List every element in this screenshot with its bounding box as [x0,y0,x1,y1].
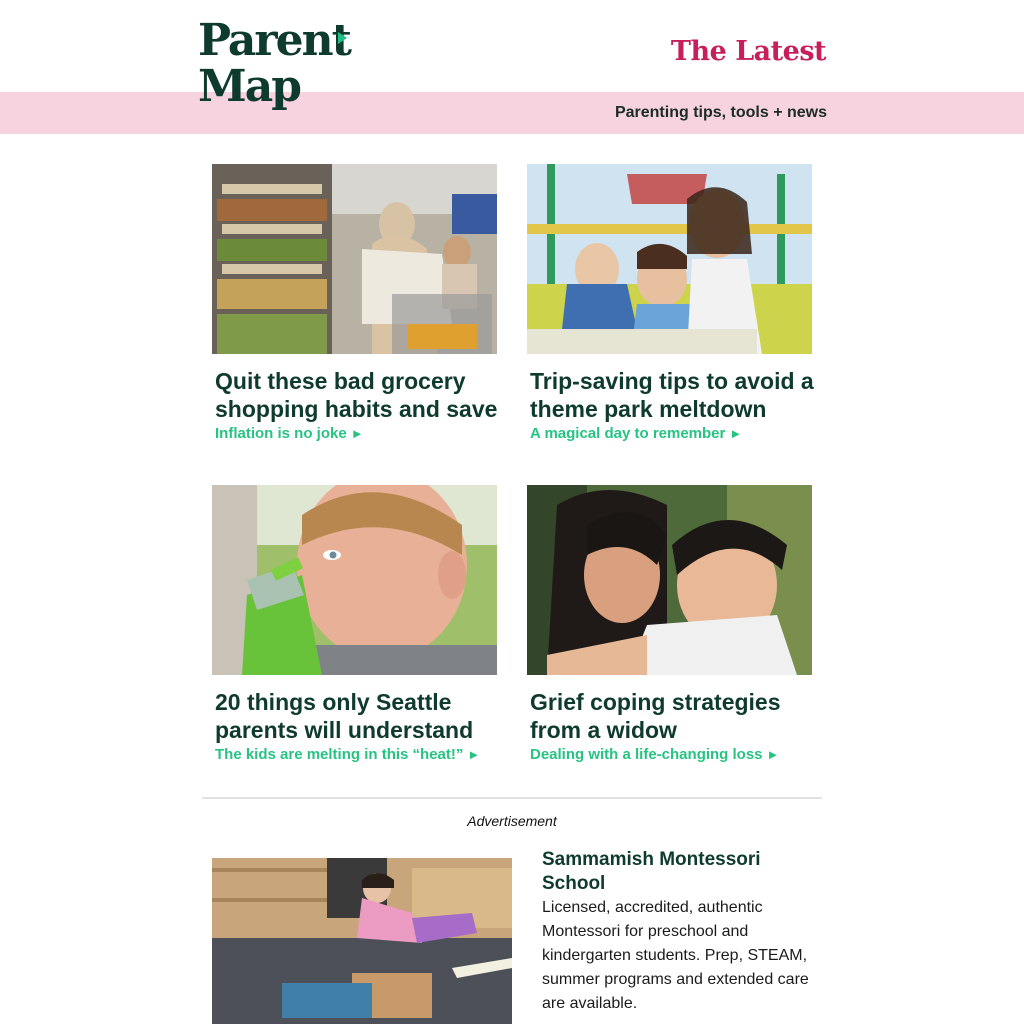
mother-son-photo[interactable] [527,485,812,675]
tagline: Parenting tips, tools + news [614,104,827,121]
arrow-right-icon: ► [729,426,743,441]
teaser-text: Inflation is no joke [215,425,347,442]
section-title: The Latest [670,36,826,67]
article-title[interactable]: 20 things only Seattle parents will understand [215,689,474,743]
ad-title[interactable]: Sammamish Montessori School [542,849,761,894]
teaser-text: Dealing with a life-changing loss [530,746,763,763]
teaser-text: The kids are melting in this “heat!” [215,746,464,763]
boy-drinking-photo[interactable] [212,485,497,675]
teaser-text: A magical day to remember [530,425,726,442]
theme-park-photo[interactable] [527,164,812,354]
article-teaser[interactable] [530,746,779,763]
article-title[interactable]: Quit these bad grocery shopping habits and save [215,368,498,422]
logo-triangle-icon [338,32,347,44]
ad-description: Licensed, accredited, authentic Montessori for preschool and kindergarten students. Prep, STEAM, summer programs and extended care are available. [542,899,809,1012]
section-divider [202,797,822,799]
tagline-band [0,92,1024,134]
article-title[interactable]: Grief coping strategies from a widow [530,689,781,743]
logo-line-1: Parent [198,15,350,66]
newsletter-header [0,0,1024,134]
logo-line-2: Map [198,61,300,112]
advertisement-label: Advertisement [467,813,557,829]
grocery-photo[interactable] [212,164,497,354]
arrow-right-icon: ► [766,747,780,762]
article-teaser[interactable] [530,425,742,442]
arrow-right-icon: ► [350,426,364,441]
parentmap-logo[interactable] [198,15,350,118]
article-title[interactable]: Trip-saving tips to avoid a theme park meltdown [530,368,814,422]
article-teaser[interactable] [215,746,480,763]
arrow-right-icon: ► [467,747,481,762]
montessori-photo[interactable] [212,858,512,1024]
article-teaser[interactable] [215,425,364,442]
